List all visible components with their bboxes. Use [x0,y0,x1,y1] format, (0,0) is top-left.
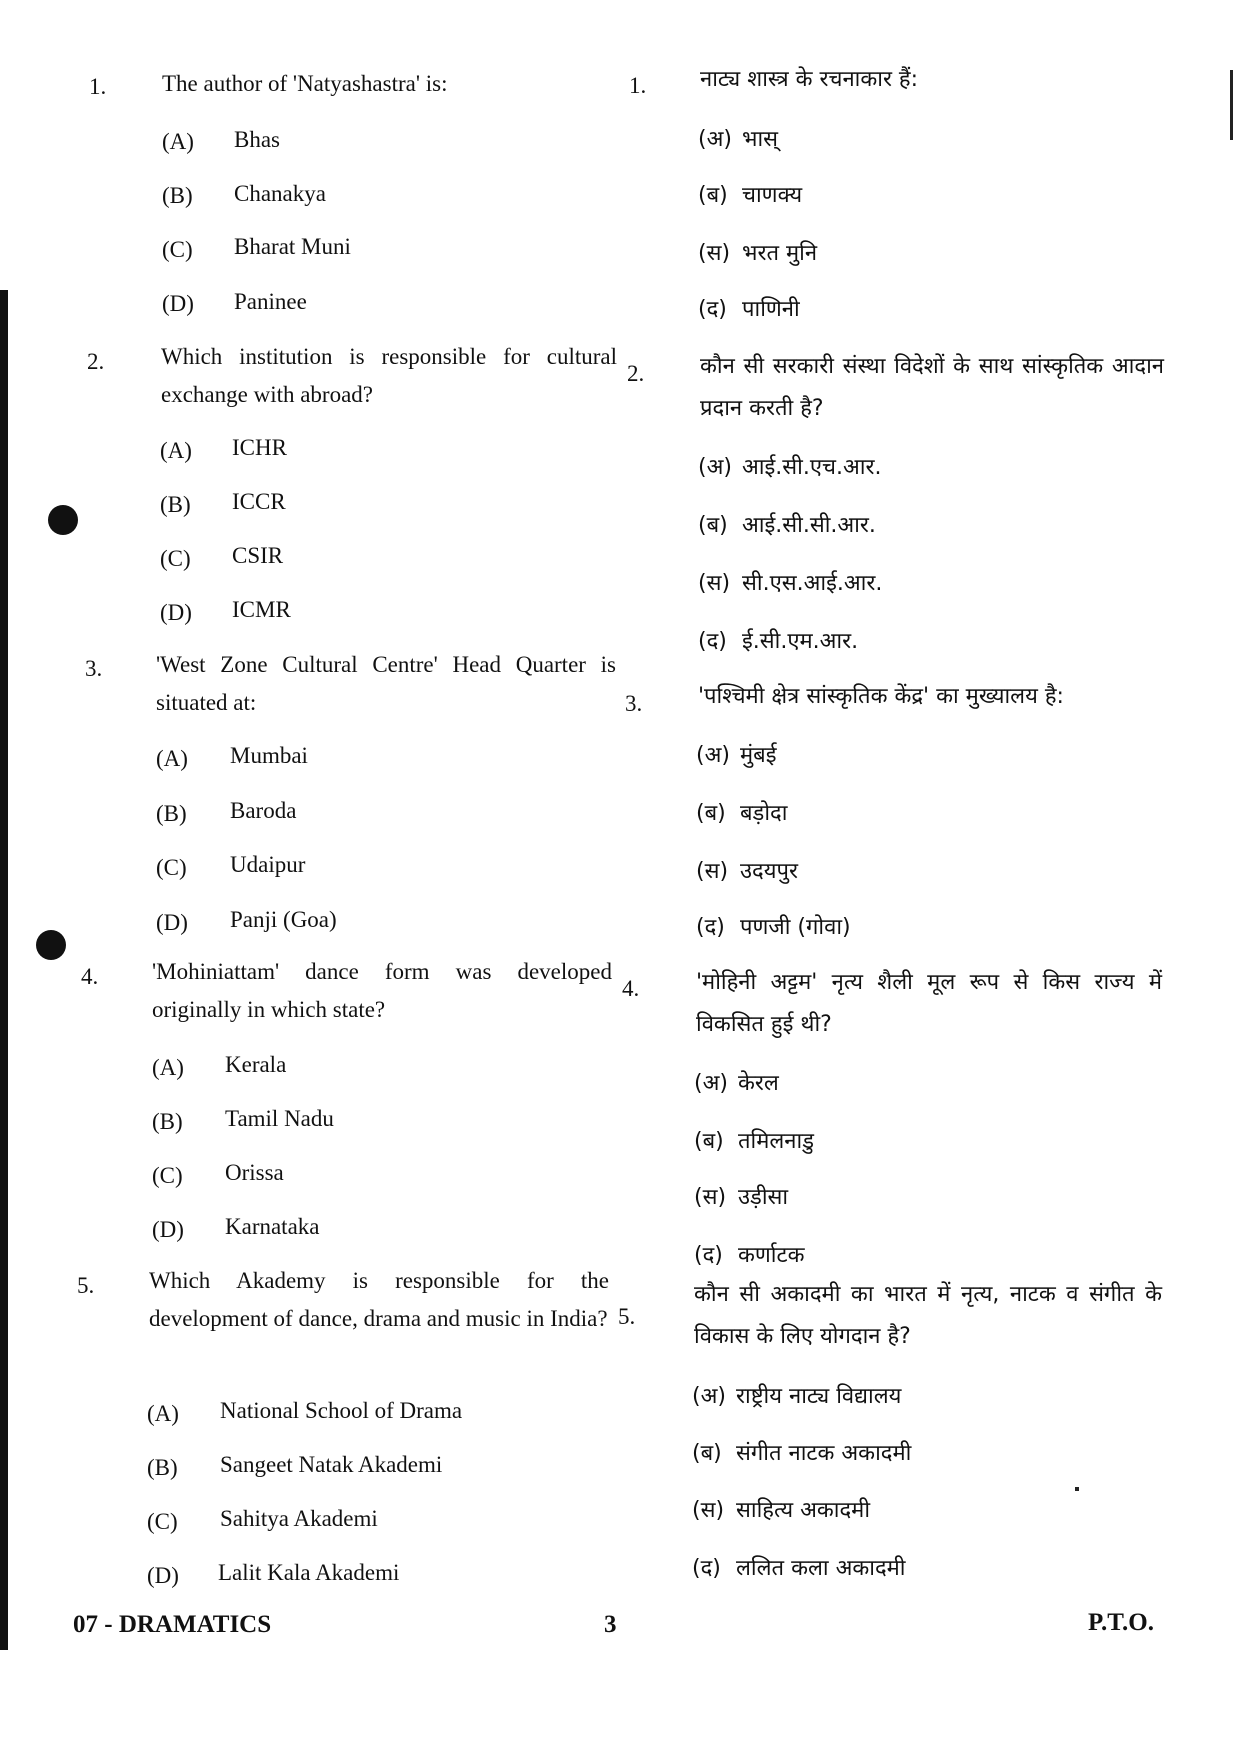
option-text: संगीत नाटक अकादमी [736,1441,912,1466]
option-label: (C) [152,1163,183,1188]
option-label: (D) [156,910,188,935]
option-label: (द) [698,629,727,654]
option-label: (स) [698,241,731,266]
option-label: (द) [698,297,727,322]
question-number: 5. [618,1304,636,1329]
punch-hole-mark [48,505,78,535]
option-label: (D) [160,600,192,625]
footer-pto: P.T.O. [1088,1609,1154,1636]
option-text: ICCR [232,489,286,514]
question-number: 5. [77,1273,95,1298]
option-text: आई.सी.एच.आर. [742,455,882,480]
question-text: Which Akademy is responsible for the development of dance, drama and music in India? [149,1268,609,1331]
option-text: ई.सी.एम.आर. [742,629,859,654]
question-text: 'Mohiniattam' dance form was developed originally in which state? [152,959,612,1022]
option-label: (स) [696,859,729,884]
scan-binding-edge [0,290,8,1650]
option-text: Karnataka [225,1214,320,1239]
option-label: (B) [147,1455,178,1480]
option-text: National School of Drama [220,1398,463,1423]
option-label: (द) [694,1243,723,1268]
question-text: The author of 'Natyashastra' is: [162,71,448,96]
option-text: Bharat Muni [234,234,351,259]
option-text: आई.सी.सी.आर. [742,513,876,538]
question-number: 4. [622,976,640,1001]
option-label: (A) [147,1401,179,1426]
option-text: Chanakya [234,181,326,206]
option-text: Kerala [225,1052,287,1077]
option-label: (B) [160,492,191,517]
punch-hole-mark [36,930,66,960]
option-text: Orissa [225,1160,284,1185]
option-text: साहित्य अकादमी [736,1498,871,1523]
question-text: कौन सी अकादमी का भारत में नृत्य, नाटक व संगीत के विकास के लिए योगदान है? [694,1282,1162,1349]
option-text: भरत मुनि [742,241,818,266]
option-label: (A) [160,438,192,463]
question-number: 1. [629,73,647,98]
option-label: (द) [692,1556,721,1581]
question-text: 'मोहिनी अट्टम' नृत्य शैली मूल रूप से किस राज्य में विकसित हुई थी? [696,970,1162,1037]
option-text: ICHR [232,435,287,460]
question-number: 4. [81,964,99,989]
option-label: (अ) [694,1071,728,1096]
option-label: (ब) [698,183,728,208]
option-text: राष्ट्रीय नाट्य विद्यालय [736,1384,902,1409]
question-number: 1. [89,74,107,99]
option-text: Paninee [234,289,307,314]
question-number: 3. [85,656,103,681]
question-number: 2. [627,361,645,386]
option-text: चाणक्य [742,183,803,208]
option-text: Sangeet Natak Akademi [220,1452,443,1477]
option-label: (B) [152,1109,183,1134]
option-label: (D) [152,1217,184,1242]
option-text: कर्णाटक [738,1243,805,1268]
option-label: (अ) [698,455,732,480]
option-label: (स) [694,1185,727,1210]
option-label: (अ) [698,127,732,152]
option-label: (A) [152,1055,184,1080]
option-text: Udaipur [230,852,306,877]
option-label: (A) [162,129,194,154]
option-text: मुंबई [740,743,777,768]
question-text: 'पश्चिमी क्षेत्र सांस्कृतिक केंद्र' का मुख्यालय है: [698,684,1064,709]
option-label: (C) [162,237,193,262]
option-label: (अ) [692,1384,726,1409]
question-text: 'West Zone Cultural Centre' Head Quarter is situated at: [156,652,616,715]
question-text: कौन सी सरकारी संस्था विदेशों के साथ सांस्कृतिक आदान प्रदान करती है? [700,354,1164,421]
option-label: (C) [160,546,191,571]
option-label: (D) [162,291,194,316]
option-label: (द) [696,915,725,940]
option-text: CSIR [232,543,284,568]
footer-subject: 07 - DRAMATICS [73,1611,272,1638]
question-text: Which institution is responsible for cultural exchange with abroad? [161,344,617,407]
scan-speck [1075,1487,1079,1491]
option-text: पणजी (गोवा) [740,915,851,940]
option-text: ICMR [232,597,291,622]
option-label: (ब) [694,1129,724,1154]
question-number: 3. [625,691,643,716]
option-text: बड़ोदा [740,801,788,826]
option-label: (B) [156,801,187,826]
option-label: (ब) [698,513,728,538]
option-label: (C) [147,1509,178,1534]
option-text: तमिलनाडु [738,1129,814,1154]
question-text: नाट्य शास्त्र के रचनाकार हैं: [700,67,919,92]
option-text: भास् [742,127,779,152]
option-text: केरल [738,1071,779,1096]
option-label: (ब) [696,801,726,826]
option-text: Mumbai [230,743,308,768]
option-label: (A) [156,746,188,771]
question-number: 2. [87,349,105,374]
option-text: ललित कला अकादमी [736,1556,906,1581]
option-text: उड़ीसा [738,1185,789,1210]
option-text: Sahitya Akademi [220,1506,378,1531]
option-label: (स) [698,571,731,596]
option-text: Tamil Nadu [225,1106,334,1131]
scan-edge-mark [1230,70,1233,140]
option-text: Panji (Goa) [230,907,337,932]
option-text: Baroda [230,798,297,823]
option-label: (D) [147,1563,179,1588]
option-label: (B) [162,183,193,208]
footer-page-number: 3 [604,1611,617,1638]
option-text: Bhas [234,127,280,152]
option-text: Lalit Kala Akademi [218,1560,400,1585]
option-label: (स) [692,1498,725,1523]
option-label: (C) [156,855,187,880]
option-text: उदयपुर [740,859,798,884]
option-text: पाणिनी [742,297,800,322]
option-label: (ब) [692,1441,722,1466]
option-label: (अ) [696,743,730,768]
option-text: सी.एस.आई.आर. [742,571,883,596]
